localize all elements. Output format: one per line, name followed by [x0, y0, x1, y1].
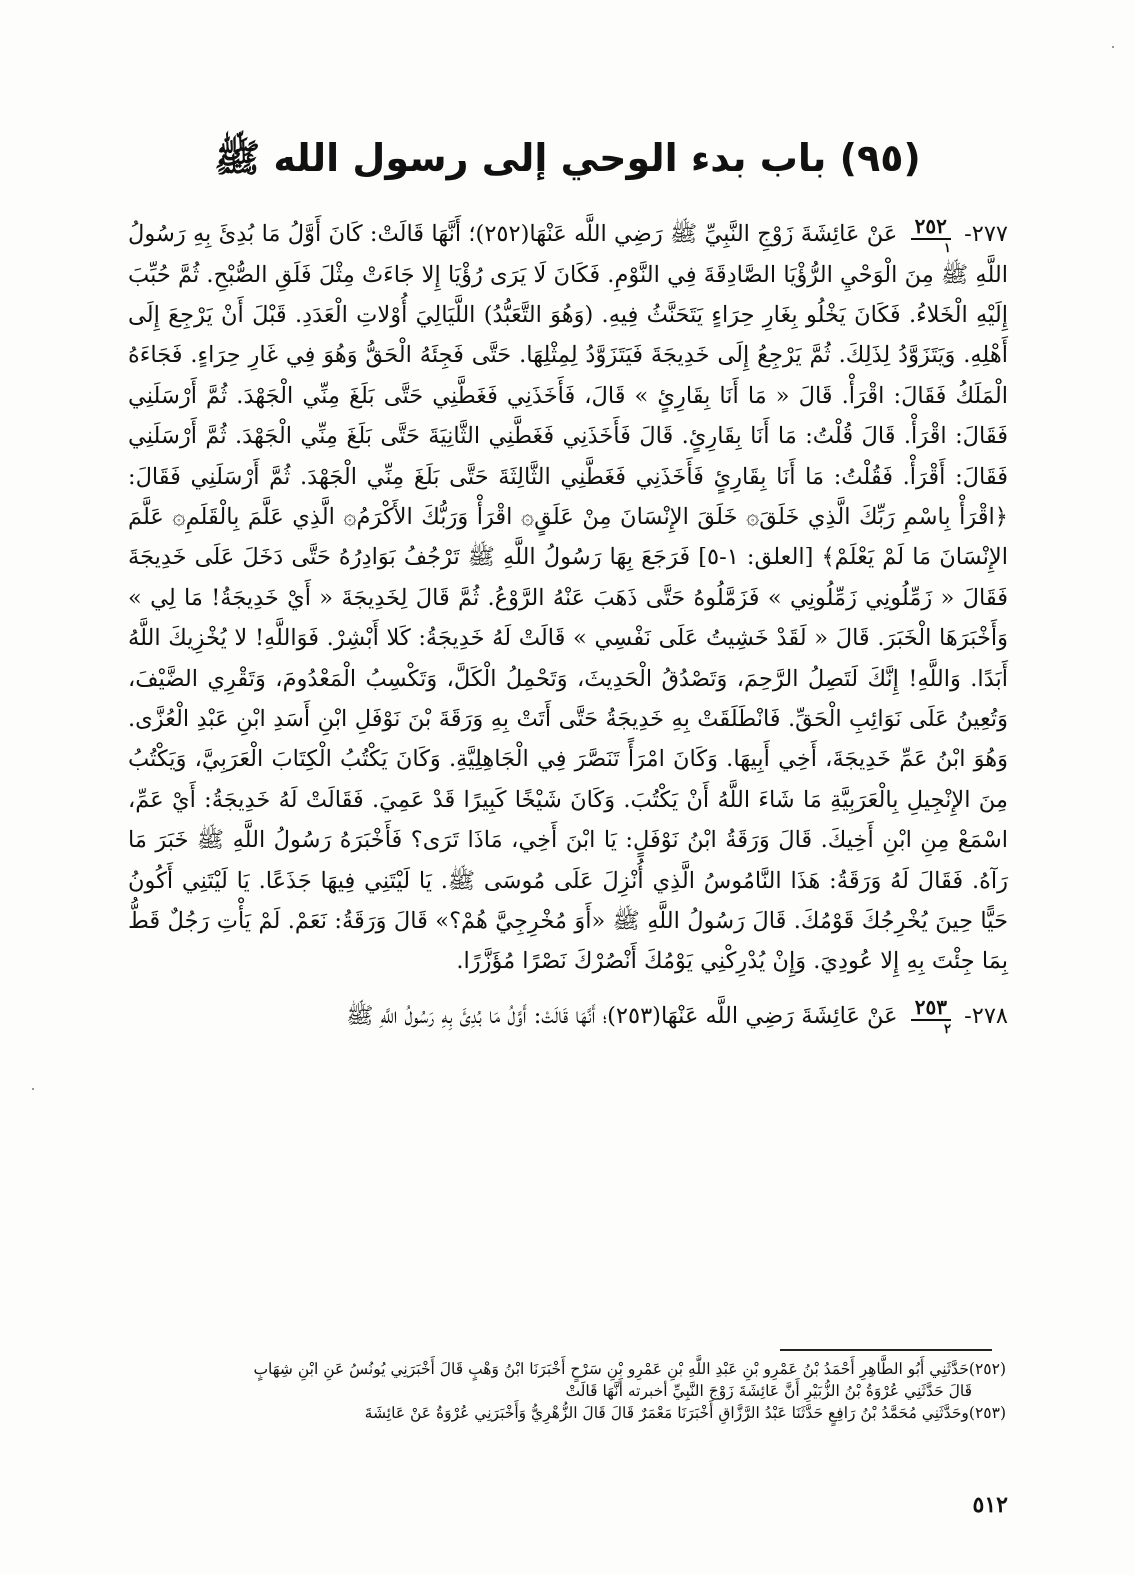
main-text-body [128, 214, 1008, 1036]
hadith-number: ٢٧٨- [964, 1002, 1008, 1029]
hadith-reference-fraction [911, 997, 951, 1036]
hadith-reference-denominator: ١ [943, 240, 951, 256]
hadith-reference-numerator: ٢٥٢ [911, 216, 951, 240]
hadith-text: عَنْ عَائِشَةَ رَضِي اللَّه عَنْهَا(٢٥٣)؛ أَنَّهَا قَالَتْ: أَوَّلُ مَا بُدِئَ بِهِ رَسُولُ اللَّهِ ﷺ [346, 1002, 898, 1029]
footnote-continuation: قَالَ حَدَّثَنِي عُرْوَةُ بْنُ الزُّبَيْرِ أَنَّ عَائِشَةَ زَوْجَ النَّبِيِّ أخبرته أَنَّهَا قَالَتْ [565, 1382, 972, 1400]
chapter-title: (٩٥) باب بدء الوحي إلى رسول الله ﷺ [214, 136, 921, 180]
hadith-entry [128, 214, 1008, 982]
hadith-reference-denominator: ٢ [943, 1022, 951, 1038]
footnote: (٢٥٣)وحَدَّثَنِي مُحَمَّدُ بْنُ رَافِعٍ حَدَّثَنَا عَبْدُ الرَّزَّاقِ أَخْبَرَنَا مَعْمَرٌ قَالَ قَالَ الزُّهْرِيُّ وَأَخْبَرَنِي عُرْوَةُ عَنْ عَائِشَةَ [364, 1404, 1006, 1422]
footnote-divider [780, 1349, 992, 1351]
hadith-number: ٢٧٧- [964, 221, 1008, 247]
hadith-text: عَنْ عَائِشَةَ زَوْجِ النَّبِيِّ ﷺ رَضِي اللَّه عَنْهَا(٢٥٢)؛ أَنَّهَا قَالَتْ: كَانَ أَوَّلُ مَا بُدِئَ بِهِ رَسُولُ اللَّهِ ﷺ مِنَ الْوَحْيِ الرُّؤْيَا الصَّادِقَةَ فِي النَّوْمِ. فَكَانَ لَا يَرَى رُؤْيَا إِلا جَاءَتْ مِثْلَ فَلَقِ الصُّبْحِ. ثُمَّ حُبِّبَ إِلَيْهِ الْخَلاءُ. فَكَانَ يَخْلُو بِغَارِ حِرَاءٍ يَتَحَنَّثُ فِيهِ. (وَهُوَ التَّعَبُّدُ) اللَّيَالِيَ أُوْلاتِ الْعَدَدِ. قَبْلَ أَنْ يَرْجِعَ إِلَى أَهْلِهِ. وَيَتَزَوَّدُ لِذَلِكَ. ثُمَّ يَرْجِعُ إِلَى خَدِيجَةَ فَيَتَزَوَّدُ لِمِثْلِهَا. حَتَّى فَجِئَهُ الْحَقُّ وَهُوَ فِي غَارِ حِرَاءٍ. فَجَاءَهُ الْمَلَكُ فَقَالَ: اقْرَأْ. قَالَ « مَا أَنَا بِقَارِئٍ » قَالَ، فَأَخَذَنِي فَغَطَّنِي حَتَّى بَلَغَ مِنِّي الْجَهْدَ. ثُمَّ أَرْسَلَنِي فَقَالَ: اقْرَأْ. قَالَ قُلْتُ: مَا أَنَا بِقَارِئٍ. قَالَ فَأَخَذَنِي فَغَطَّنِي الثَّانِيَةَ حَتَّى بَلَغَ مِنِّي الْجَهْدَ. ثُمَّ أَرْسَلَنِي فَقَالَ: أَقْرَأْ. فَقُلْتُ: مَا أَنَا بِقَارِئٍ فَأَخَذَنِي فَغَطَّنِي الثَّالِثَةَ حَتَّى بَلَغَ مِنِّي الْجَهْدَ. ثُمَّ أَرْسَلَنِي فَقَالَ: ﴿اقْرَأْ بِاسْمِ رَبِّكَ الَّذِي خَلَقَ۞ خَلَقَ الإِنْسَانَ مِنْ عَلَقٍ۞ اقْرَأْ وَرَبُّكَ الأَكْرَمُ۞ الَّذِي عَلَّمَ بِالْقَلَمِ۞ عَلَّمَ الإِنْسَانَ مَا لَمْ يَعْلَمْ﴾ [العلق: ١-٥] فَرَجَعَ بِهَا رَسُولُ اللَّهِ ﷺ تَرْجُفُ بَوَادِرُهُ حَتَّى دَخَلَ عَلَى خَدِيجَةَ فَقَالَ « زَمِّلُونِي زَمِّلُونِي » فَزَمَّلُوهُ حَتَّى ذَهَبَ عَنْهُ الرَّوْعُ. ثُمَّ قَالَ لِخَدِيجَةَ « أَيْ خَدِيجَةُ! مَا لِي » وَأَخْبَرَهَا الْخَبَرَ. قَالَ « لَقَدْ خَشِيتُ عَلَى نَفْسِي » قَالَتْ لَهُ خَدِيجَةُ: كَلا أَبْشِرْ. فَوَاللَّهِ! لا يُخْزِيكَ اللَّهُ أَبَدًا. وَاللَّهِ! إِنَّكَ لَتَصِلُ الرَّحِمَ، وَتَصْدُقُ الْحَدِيثَ، وَتَحْمِلُ الْكَلَّ، وَتَكْسِبُ الْمَعْدُومَ، وَتَقْرِي الضَّيْفَ، وَتُعِينُ عَلَى نَوَائِبِ الْحَقِّ. فَانْطَلَقَتْ بِهِ خَدِيجَةُ حَتَّى أَتَتْ بِهِ وَرَقَةَ بْنَ نَوْفَلِ ابْنِ أَسَدِ ابْنِ عَبْدِ الْعُزَّى. وَهُوَ ابْنُ عَمِّ خَدِيجَةَ، أَخِي أَبِيهَا. وَكَانَ امْرَأً تَنَصَّرَ فِي الْجَاهِلِيَّةِ. وَكَانَ يَكْتُبُ الْكِتَابَ الْعَرَبِيَّ، وَيَكْتُبُ مِنَ الإِنْجِيلِ بِالْعَرَبِيَّةِ مَا شَاءَ اللَّهُ أَنْ يَكْتُبَ. وَكَانَ شَيْخًا كَبِيرًا قَدْ عَمِيَ. فَقَالَتْ لَهُ خَدِيجَةُ: أَيْ عَمِّ، اسْمَعْ مِنِ ابْنِ أَخِيكَ. قَالَ وَرَقَةُ ابْنُ نَوْفَلٍ: يَا ابْنَ أَخِي، مَاذَا تَرَى؟ فَأَخْبَرَهُ رَسُولُ اللَّهِ ﷺ خَبَرَ مَا رَآهُ. فَقَالَ لَهُ وَرَقَةُ: هَذَا النَّامُوسُ الَّذِي أُنْزِلَ عَلَى مُوسَى ﷺ. يَا لَيْتَنِي فِيهَا جَذَعًا. يَا لَيْتَنِي أَكُونُ حَيًّا حِينَ يُخْرِجُكَ قَوْمُكَ. قَالَ رَسُولُ اللَّهِ ﷺ «أَوَ مُخْرِجِيَّ هُمْ؟» قَالَ وَرَقَةُ: نَعَمْ. لَمْ يَأْتِ رَجُلٌ قَطُّ بِمَا جِئْتَ بِهِ إِلا عُودِيَ. وَإِنْ يُدْرِكْنِي يَوْمُكَ أَنْصُرْكَ نَصْرًا مُؤَزَّرًا. [128, 221, 1008, 975]
scan-speck [1112, 46, 1114, 48]
footnotes [126, 1358, 1006, 1424]
hadith-reference-fraction [911, 213, 951, 256]
hadith-entry [128, 996, 1008, 1037]
scan-speck [32, 1088, 34, 1090]
page-number: ٥١٢ [972, 1492, 1008, 1518]
hadith-reference-numerator: ٢٥٣ [911, 997, 951, 1021]
footnote: (٢٥٢)حَدَّثَنِي أَبُو الطَّاهِرِ أَحْمَدُ بْنُ عَمْرِو بْنِ عَبْدِ اللَّهِ بْنِ عَمْرِو بْنِ سَرْحٍ أَخْبَرَنَا ابْنُ وَهْبٍ قَالَ أَخْبَرَنِي يُونُسُ عَنِ ابْنِ شِهَابٍ [253, 1360, 1006, 1378]
